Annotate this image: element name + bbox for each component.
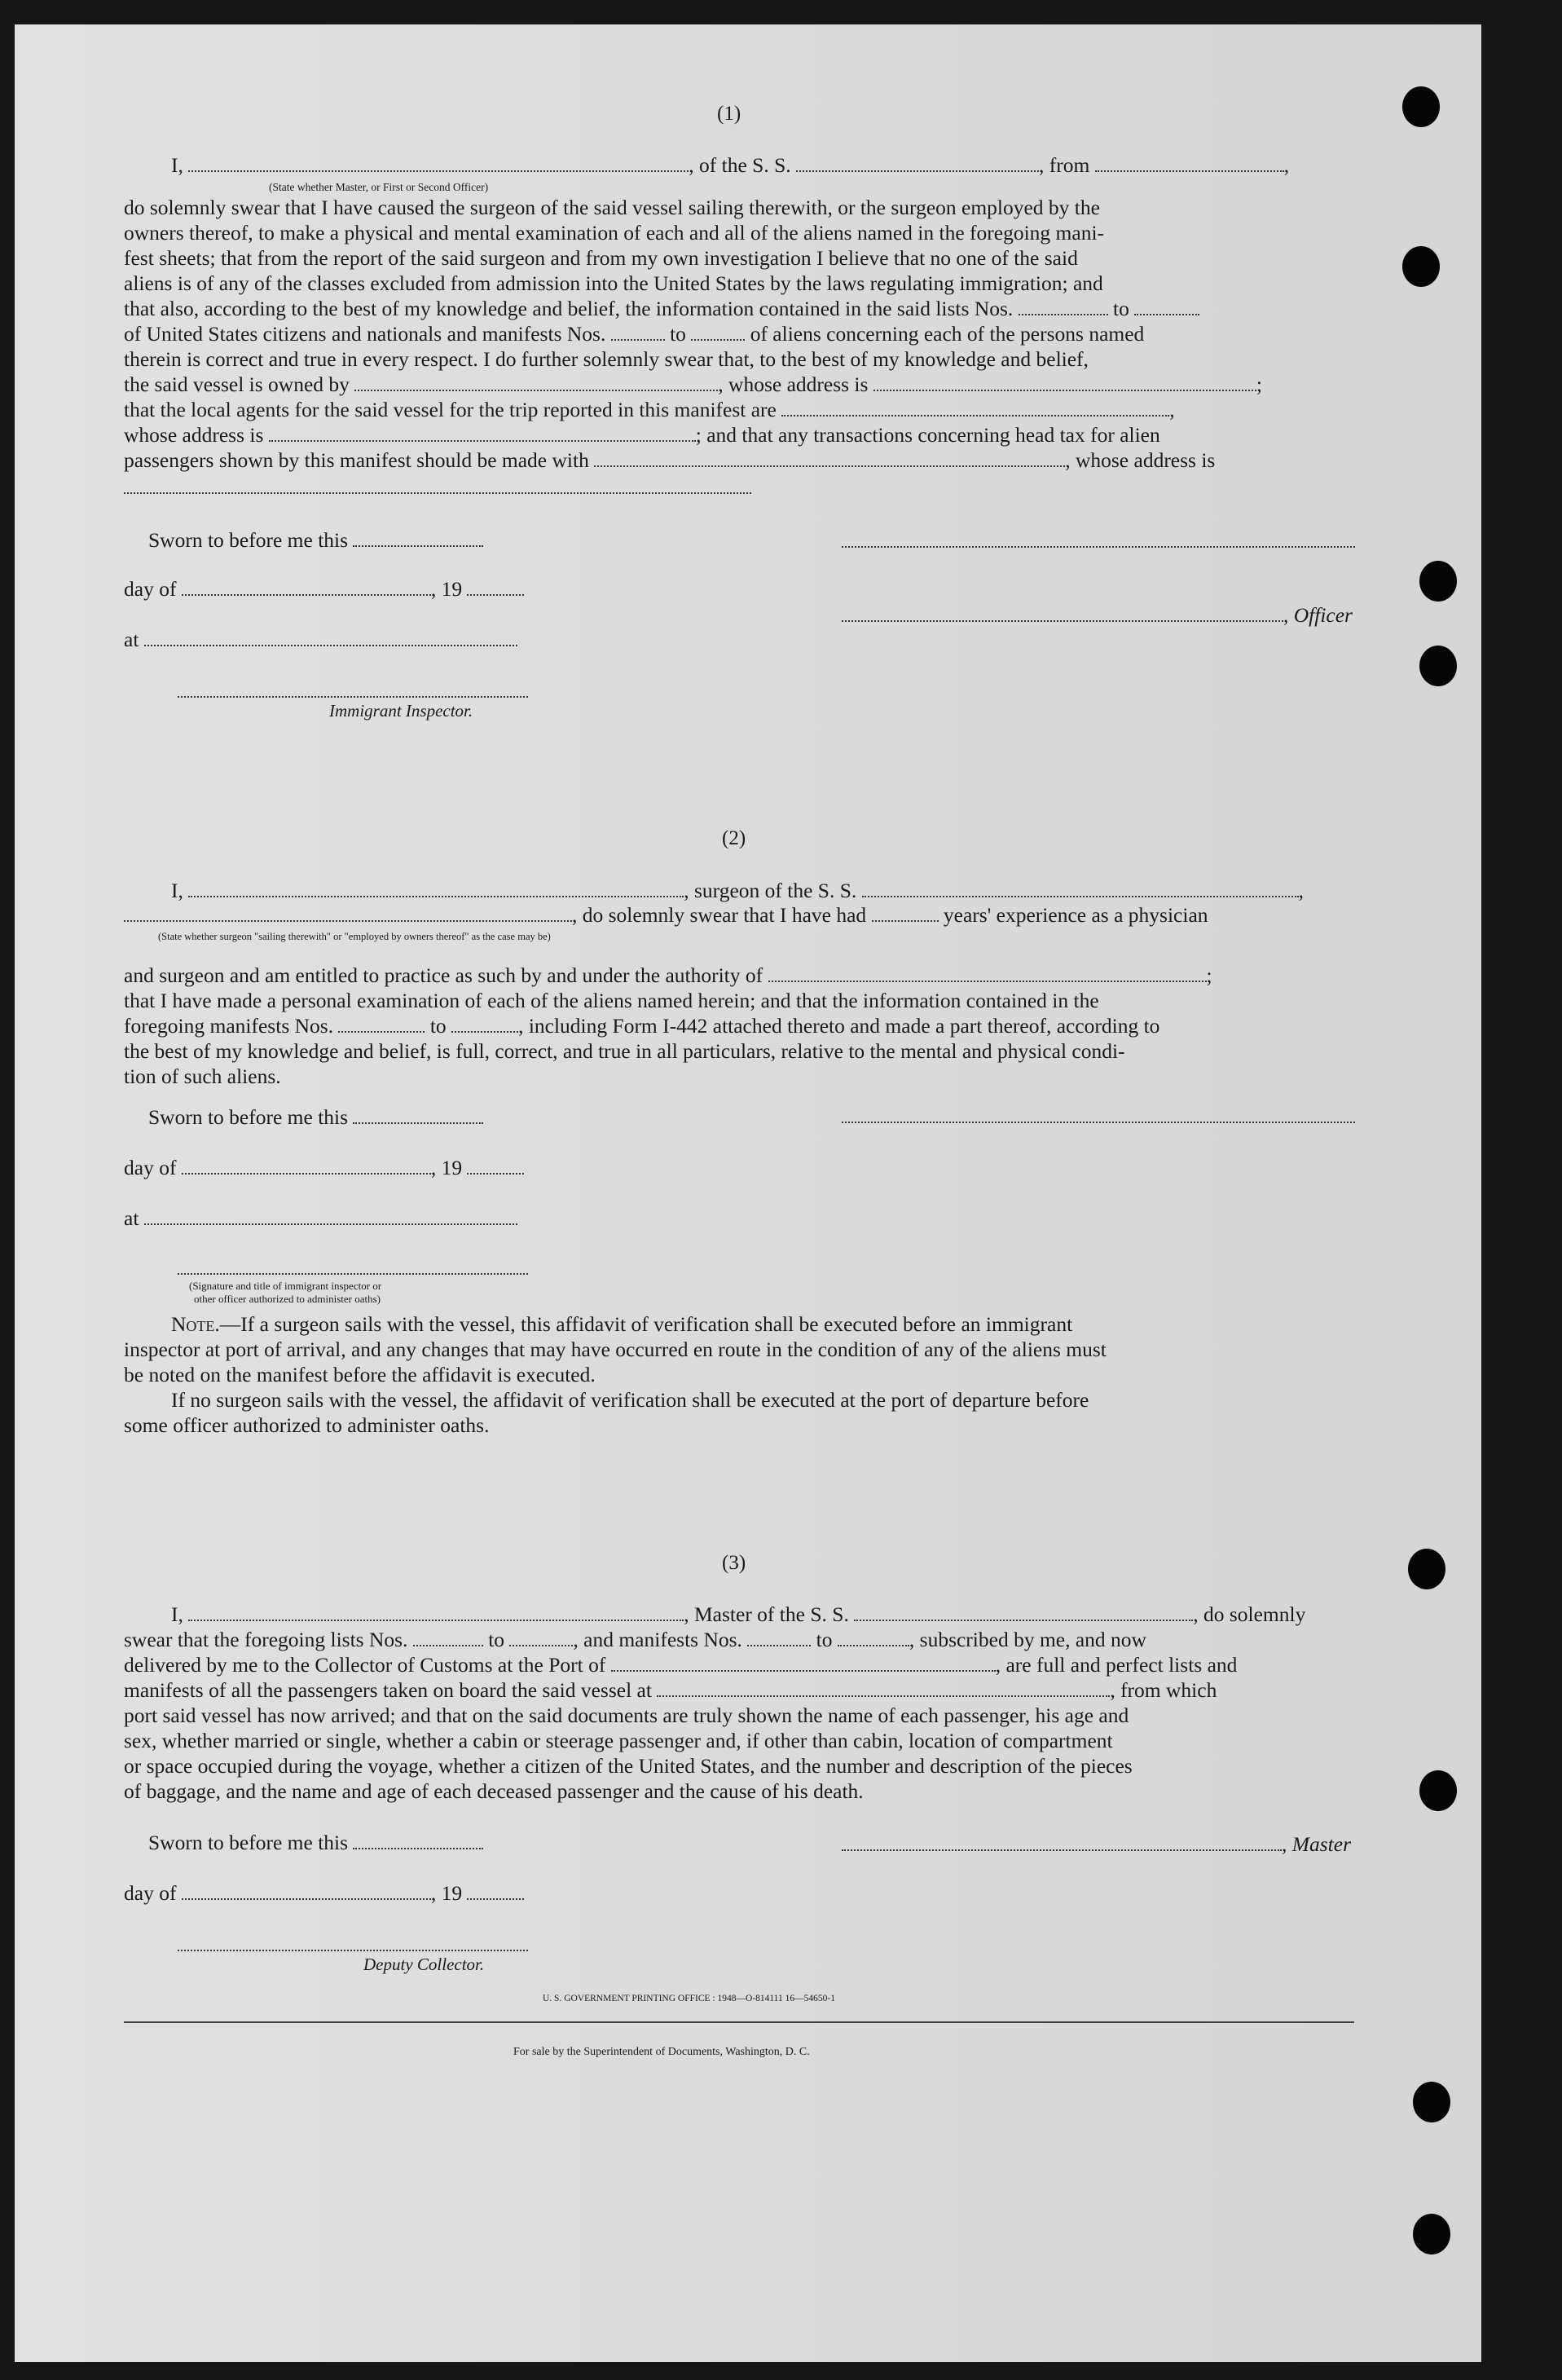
text: I, (171, 1602, 183, 1626)
text: , surgeon of the S. S. (684, 879, 857, 902)
collector-label: Deputy Collector. (363, 1955, 485, 1974)
paragraph-line (124, 1014, 1159, 1038)
paragraph-line: owners thereof, to make a physical and mental examination of each and all of the aliens named in the foregoing mani- (124, 221, 1105, 245)
note-line (171, 1312, 1072, 1337)
field-caption: (State whether Master, or First or Second Officer) (269, 181, 489, 193)
note-line: If no surgeon sails with the vessel, the affidavit of verification shall be executed at the port of departure before (171, 1388, 1089, 1412)
text: foregoing manifests Nos. (124, 1014, 334, 1038)
manifest-verification-page (15, 24, 1481, 2362)
binder-hole (1402, 86, 1440, 127)
binder-hole (1413, 2214, 1450, 2254)
port-blank[interactable] (611, 1654, 996, 1672)
text: , including Form I-442 attached thereto and made a part thereof, according to (518, 1014, 1160, 1038)
section-number: (2) (722, 827, 746, 849)
years-blank[interactable] (872, 904, 939, 922)
master-oath-line (171, 153, 1289, 178)
at-blank[interactable] (144, 1207, 517, 1225)
agents-blank[interactable] (781, 399, 1169, 416)
text: at (124, 628, 139, 651)
vessel-blank[interactable] (862, 879, 1299, 897)
master-name-blank[interactable] (188, 1603, 684, 1621)
day-line (124, 1881, 524, 1906)
section-number: (3) (722, 1552, 746, 1574)
day-blank[interactable] (182, 1157, 431, 1175)
sworn-line (148, 1105, 483, 1130)
master-signature-line (842, 1832, 1351, 1857)
official-signature-blank[interactable] (178, 1273, 528, 1275)
text: manifests of all the passengers taken on board the said vessel at (124, 1678, 652, 1702)
text: Sworn to before me this (148, 1831, 349, 1854)
collector-signature-blank[interactable] (178, 1950, 528, 1951)
paragraph-line: of baggage, and the name and age of each deceased passenger and the cause of his death. (124, 1779, 864, 1803)
text: to (488, 1628, 505, 1651)
text: , 19 (430, 1881, 463, 1905)
text: , do solemnly swear that I have had (572, 903, 867, 927)
year-blank[interactable] (467, 1882, 524, 1900)
manifest-no-blank[interactable] (611, 323, 665, 341)
at-line (124, 628, 517, 652)
binder-hole (1419, 561, 1457, 602)
day-line (124, 1156, 524, 1180)
paragraph-line (124, 322, 1144, 346)
paragraph-line: aliens is of any of the classes excluded from admission into the United States by the laws regulating immigration; and (124, 271, 1103, 295)
text: to (429, 1014, 447, 1038)
sworn-blank[interactable] (353, 529, 483, 547)
paragraph-line (124, 963, 1212, 988)
text: day of (124, 1881, 177, 1905)
text: to (1113, 297, 1129, 320)
text: ; (1206, 963, 1212, 987)
text: , subscribed by me, and now (909, 1628, 1146, 1651)
text: Sworn to before me this (148, 528, 349, 552)
text: swear that the foregoing lists Nos. (124, 1628, 408, 1651)
text: passengers shown by this manifest should be made with (124, 448, 589, 472)
text: Sworn to before me this (148, 1105, 349, 1129)
text: whose address is (124, 423, 264, 447)
paragraph-line: that I have made a personal examination of each of the aliens named herein; and that the information contained in the (124, 989, 1099, 1012)
text: I, (171, 879, 183, 902)
text: , (1169, 398, 1175, 421)
section-number: (1) (717, 103, 741, 125)
signature-blank[interactable] (842, 546, 1355, 548)
text: day of (124, 1156, 177, 1179)
signature-caption: (Signature and title of immigrant inspector or (189, 1280, 382, 1292)
text: and surgeon and am entitled to practice as such by and under the authority of (124, 963, 763, 987)
surgeon-signature-blank[interactable] (842, 1122, 1355, 1123)
surgeon-name-blank[interactable] (188, 879, 684, 897)
day-blank[interactable] (182, 578, 431, 596)
field-caption: (State whether surgeon "sailing therewith" or "employed by owners thereof" as the case may be) (158, 931, 551, 942)
text: day of (124, 577, 177, 601)
paragraph-line (124, 1678, 1217, 1703)
text: , Master of the S. S. (684, 1602, 849, 1626)
text: that the local agents for the said vessel for the trip reported in this manifest are (124, 398, 777, 421)
vessel-blank[interactable] (796, 154, 1039, 172)
text: delivered by me to the Collector of Customs at the Port of (124, 1653, 606, 1677)
sworn-blank[interactable] (353, 1831, 483, 1849)
paragraph-line: port said vessel has now arrived; and that on the said documents are truly shown the name of each passenger, his age and (124, 1703, 1129, 1727)
inspector-label: Immigrant Inspector. (329, 701, 473, 721)
text: ; and that any transactions concerning head tax for alien (695, 423, 1160, 447)
note-line: be noted on the manifest before the affidavit is executed. (124, 1363, 596, 1386)
paragraph-line (124, 903, 1208, 928)
officer-label: , Officer (1283, 603, 1353, 627)
text: , and manifests Nos. (573, 1628, 742, 1651)
text: of United States citizens and nationals and manifests Nos. (124, 322, 606, 346)
printer-imprint: U. S. GOVERNMENT PRINTING OFFICE : 1948—O-814111 16—54650-1 (543, 1994, 835, 2003)
paragraph-line: tion of such aliens. (124, 1064, 281, 1088)
master-label: , Master (1282, 1832, 1351, 1856)
manifest-no-blank[interactable] (838, 1629, 909, 1646)
paragraph-line: do solemnly swear that I have caused the surgeon of the said vessel sailing therewith, or the surgeon employed by the (124, 196, 1100, 219)
vessel-blank[interactable] (854, 1603, 1193, 1621)
paragraph-line (124, 448, 1215, 473)
paragraph-line: the best of my knowledge and belief, is full, correct, and true in all particulars, relative to the mental and physical condi- (124, 1039, 1125, 1063)
paragraph-line (124, 1628, 1146, 1652)
text: , (1298, 879, 1305, 902)
footer-rule (124, 2021, 1354, 2023)
binder-hole (1419, 646, 1457, 686)
manifest-no-blank[interactable] (338, 1015, 425, 1033)
note-label: Note. (171, 1312, 220, 1336)
officer-line (842, 603, 1353, 628)
paragraph-line: fest sheets; that from the report of the said surgeon and from my own investigation I believe that no one of the said (124, 246, 1078, 270)
surgeon-oath-line (171, 879, 1304, 903)
signature-caption: other officer authorized to administer oaths) (194, 1293, 381, 1305)
name-blank[interactable] (188, 154, 689, 172)
paragraph-line (124, 372, 1262, 397)
day-line (124, 577, 524, 602)
owner-blank[interactable] (354, 373, 718, 391)
at-blank[interactable] (144, 628, 517, 646)
head-tax-blank[interactable] (594, 449, 1065, 467)
text: to (816, 1628, 833, 1651)
sale-notice: For sale by the Superintendent of Documents, Washington, D. C. (513, 2046, 810, 2058)
paragraph-line: sex, whether married or single, whether a cabin or steerage passenger and, if other than cabin, location of compartment (124, 1729, 1113, 1752)
list-no-blank[interactable] (1019, 298, 1108, 315)
note-line: some officer authorized to administer oaths. (124, 1413, 490, 1437)
text: , are full and perfect lists and (995, 1653, 1238, 1677)
master-oath-line (171, 1602, 1305, 1627)
note-line: inspector at port of arrival, and any changes that may have occurred en route in the condition of any of the aliens must (124, 1338, 1107, 1361)
from-port-blank[interactable] (1095, 154, 1284, 172)
manifest-no-blank[interactable] (451, 1015, 518, 1033)
sworn-line (148, 1831, 483, 1855)
text: at (124, 1206, 139, 1230)
text: I, (171, 153, 183, 177)
agents-address-blank[interactable] (269, 424, 696, 442)
day-blank[interactable] (182, 1882, 431, 1900)
list-no-blank[interactable] (1134, 298, 1199, 315)
paragraph-line (124, 1653, 1237, 1677)
paragraph-line (124, 398, 1175, 422)
sworn-line (148, 528, 483, 553)
binder-hole (1413, 2082, 1450, 2122)
year-blank[interactable] (467, 1157, 524, 1175)
list-no-blank[interactable] (413, 1629, 483, 1646)
text: ; (1256, 372, 1262, 396)
text: , 19 (430, 1156, 463, 1179)
binder-hole (1419, 1770, 1457, 1811)
officer-blank[interactable] (842, 604, 1283, 622)
text: of aliens concerning each of the persons named (750, 322, 1145, 346)
binder-hole (1402, 246, 1440, 287)
paragraph-line: or space occupied during the voyage, whether a citizen of the United States, and the number and description of the pieces (124, 1754, 1133, 1778)
list-no-blank[interactable] (509, 1629, 573, 1646)
surgeon-type-blank[interactable] (124, 904, 572, 922)
text: , from which (1110, 1678, 1217, 1702)
manifest-no-blank[interactable] (691, 323, 745, 341)
text: , from (1039, 153, 1090, 177)
text: , whose address is (1065, 448, 1216, 472)
text: , 19 (430, 577, 463, 601)
inspector-signature-blank[interactable] (178, 696, 528, 698)
sworn-blank[interactable] (353, 1106, 483, 1124)
paragraph-line: therein is correct and true in every respect. I do further solemnly swear that, to the best of my knowledge and belief, (124, 347, 1089, 371)
text: , whose address is (718, 372, 869, 396)
owner-address-blank[interactable] (873, 373, 1256, 391)
manifest-no-blank[interactable] (747, 1629, 811, 1646)
text: —If a surgeon sails with the vessel, this affidavit of verification shall be executed before an immigrant (219, 1312, 1073, 1336)
text: , of the S. S. (689, 153, 791, 177)
boarding-port-blank[interactable] (657, 1679, 1110, 1697)
paragraph-line (124, 297, 1199, 321)
at-line (124, 1206, 517, 1231)
text: , do solemnly (1193, 1602, 1306, 1626)
binder-hole (1408, 1549, 1445, 1589)
text: to (670, 322, 686, 346)
paragraph-line (124, 423, 1160, 447)
master-signature-blank[interactable] (842, 1833, 1282, 1851)
year-blank[interactable] (467, 578, 524, 596)
address-continuation-blank[interactable] (124, 492, 751, 494)
text: years' experience as a physician (943, 903, 1208, 927)
text: the said vessel is owned by (124, 372, 350, 396)
text: , (1283, 153, 1290, 177)
authority-blank[interactable] (768, 964, 1207, 982)
text: that also, according to the best of my knowledge and belief, the information contained in the said lists Nos. (124, 297, 1014, 320)
